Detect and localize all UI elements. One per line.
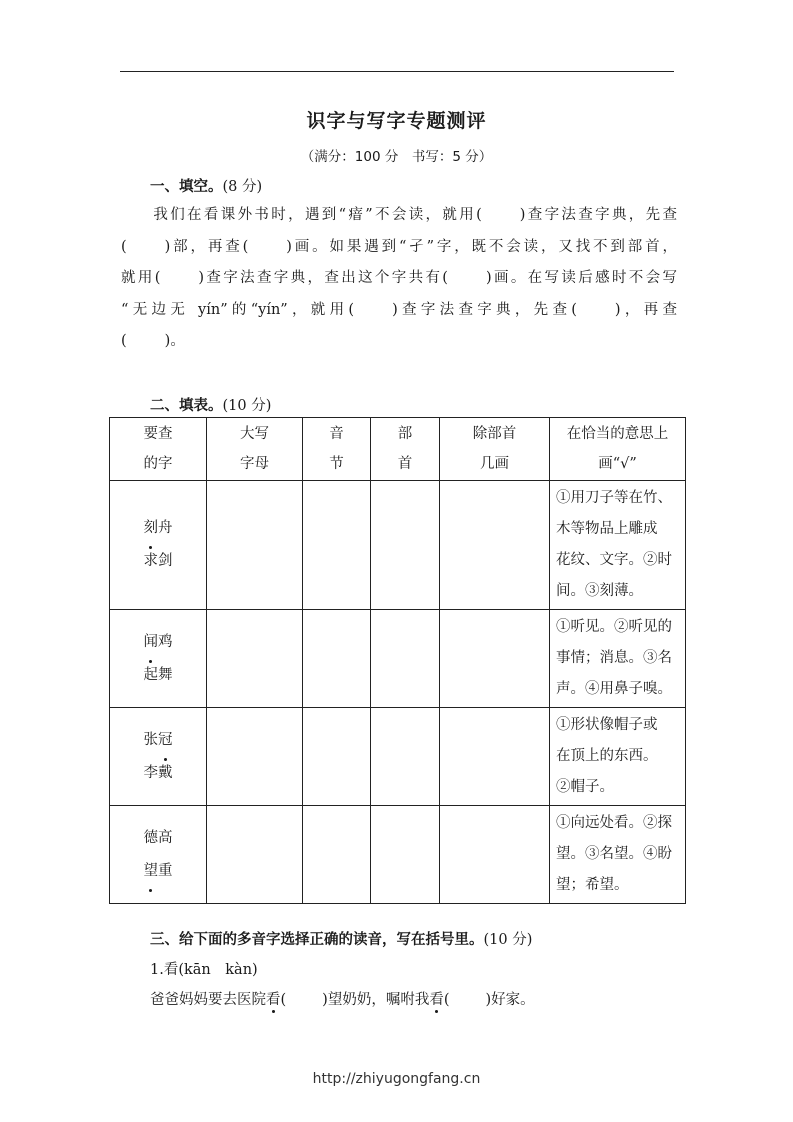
dotted-char: 冠 — [158, 724, 173, 757]
meaning-cell: ①听见。②听见的 事情；消息。③名 声。④用鼻子嗅。 — [550, 610, 686, 708]
header-cell: 除部首 几画 — [440, 418, 550, 481]
blank-cell[interactable] — [303, 481, 371, 610]
blank-cell[interactable] — [440, 610, 550, 708]
para-line-4: “无边无 yín”的“yín”，就用( )查字法查字典，先查( )，再查 — [121, 301, 677, 318]
blank-cell[interactable] — [371, 806, 440, 904]
section2-heading-line — [150, 394, 271, 415]
blank-cell[interactable] — [207, 610, 303, 708]
section1-heading-line — [150, 175, 262, 196]
idiom-cell: 闻鸡 起舞 — [110, 610, 207, 708]
section3-heading: 三、给下面的多音字选择正确的读音，写在括号里。 — [150, 932, 484, 948]
top-rule — [120, 71, 674, 72]
table-row — [110, 708, 686, 806]
table-header-row — [110, 418, 686, 481]
blank-cell[interactable] — [440, 708, 550, 806]
page-subtitle: （满分：100 分 书写：5 分） — [300, 149, 493, 165]
section1-score: (8 分) — [222, 179, 263, 195]
dotted-char: 看 — [266, 988, 281, 1009]
dotted-char: 望 — [144, 855, 159, 888]
blank-cell[interactable] — [371, 708, 440, 806]
meaning-cell: ①形状像帽子或 在顶上的东西。 ②帽子。 — [550, 708, 686, 806]
table-row — [110, 481, 686, 610]
section1-heading: 一、填空。 — [150, 179, 223, 195]
idiom-cell: 刻舟 求剑 — [110, 481, 207, 610]
header-cell: 音 节 — [303, 418, 371, 481]
blank-cell[interactable] — [303, 708, 371, 806]
blank-cell[interactable] — [207, 481, 303, 610]
blank-cell[interactable] — [440, 806, 550, 904]
dotted-char: 看 — [429, 988, 444, 1009]
para-line-3: 就用( )查字法查字典，查出这个字共有( )画。在写读后感时不会写 — [121, 270, 677, 286]
section3-item1-label: 1.看(kān kàn) — [150, 962, 258, 978]
para-line-2: ( )部，再查( )画。如果遇到“孑”字，既不会读，又找不到部首， — [121, 238, 677, 255]
table-row — [110, 610, 686, 708]
dotted-char: 刻 — [144, 512, 159, 545]
header-cell: 要查 的字 — [110, 418, 207, 481]
para-line-5: ( )。 — [121, 333, 185, 349]
blank-cell[interactable] — [371, 481, 440, 610]
section3-item1-sentence: 爸爸妈妈要去医院看( )望奶奶，嘱咐我看( )好家。 — [150, 988, 535, 1009]
meaning-cell: ①向远处看。②探 望。③名望。④盼 望；希望。 — [550, 806, 686, 904]
header-cell: 部 首 — [371, 418, 440, 481]
dotted-char: 闻 — [144, 626, 159, 659]
page-title: 识字与写字专题测评 — [306, 110, 487, 132]
header-cell: 大写 字母 — [207, 418, 303, 481]
blank-cell[interactable] — [207, 708, 303, 806]
header-cell: 在恰当的意思上 画“√” — [550, 418, 686, 481]
blank-cell[interactable] — [440, 481, 550, 610]
footer-url[interactable]: http://zhiyugongfang.cn — [312, 1071, 481, 1087]
section2-heading: 二、填表。 — [150, 398, 223, 414]
section3-heading-line — [150, 928, 532, 949]
table-row — [110, 806, 686, 904]
idiom-cell: 德高 望重 — [110, 806, 207, 904]
section1-paragraph — [121, 200, 677, 358]
section3-score: (10 分) — [483, 932, 533, 948]
para-line-1: 我们在看课外书时，遇到“瘖”不会读，就用( )查字法查字典，先查 — [151, 207, 677, 223]
blank-cell[interactable] — [371, 610, 440, 708]
blank-cell[interactable] — [303, 806, 371, 904]
blank-cell[interactable] — [207, 806, 303, 904]
meaning-cell: ①用刀子等在竹、 木等物品上雕成 花纹、文字。②时 间。③刻薄。 — [550, 481, 686, 610]
idiom-cell: 张冠 李戴 — [110, 708, 207, 806]
blank-cell[interactable] — [303, 610, 371, 708]
fill-table — [109, 417, 686, 904]
section2-score: (10 分) — [222, 398, 272, 414]
